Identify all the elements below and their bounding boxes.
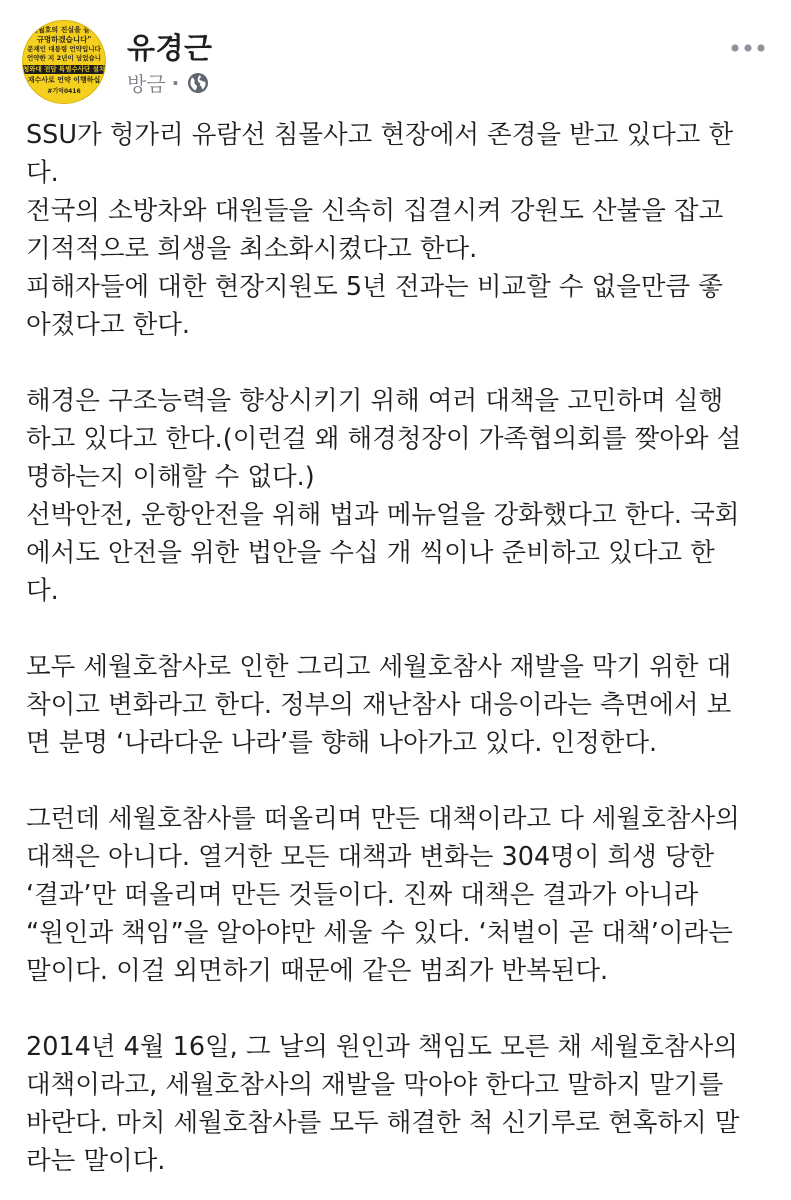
post-header [0,0,791,110]
body-line: 아졌다고 한다. [26,310,191,340]
body-line: 전국의 소방차와 대원들을 신속히 집결시켜 강원도 산불을 잡고 [26,196,724,226]
post-meta [127,68,209,97]
avatar-text-line: 세월호의 진실을 끝까 [31,26,97,34]
paragraph-spacer [26,762,774,800]
more-horizontal-icon[interactable] [726,36,770,60]
avatar-text-line: 청와대 전담 특별수사단 설치 [23,65,106,73]
body-line: ‘결과’만 떠올리며 만든 것들이다. 진짜 대책은 결과가 아니라 [26,880,699,910]
body-line: 대책은 아니다. 열거한 모든 대책과 변화는 304명이 희생 당한 [26,842,715,872]
body-line: 모두 세월호참사로 인한 그리고 세월호참사 재발을 막기 위한 대 [26,652,732,682]
body-line: 바란다. 마치 세월호참사를 모두 해결한 척 신기루로 현혹하지 말 [26,1108,740,1138]
avatar-text-line: #기억0416 [47,88,81,95]
paragraph-spacer [26,344,774,382]
body-line: 라는 말이다. [26,1146,166,1176]
body-line: 착이고 변화라고 한다. 정부의 재난참사 대응이라는 측면에서 보 [26,690,732,720]
paragraph [26,1028,774,1180]
body-line: 말이다. 이걸 외면하기 때문에 같은 범죄가 반복된다. [26,956,609,986]
body-line: 에서도 안전을 위한 법안을 수십 개 씩이나 준비하고 있다고 한 [26,538,715,568]
post-timestamp[interactable]: 방금 [127,72,166,96]
paragraph [26,648,774,762]
paragraph-spacer [26,990,774,1028]
paragraph [26,382,774,610]
avatar-text-line: 재수사로 언약 이행하십 [27,76,101,84]
body-line: 선박안전, 운항안전을 위해 법과 메뉴얼을 강화했다고 한다. 국회 [26,500,740,530]
author-name[interactable]: 유경근 [127,31,213,65]
paragraph [26,800,774,990]
globe-icon[interactable] [187,72,209,94]
body-line: 면 분명 ‘나라다운 나라’를 향해 나아가고 있다. 인정한다. [26,728,658,758]
body-line: 피해자들에 대한 현장지원도 5년 전과는 비교할 수 없을만큼 좋 [26,272,723,302]
body-line: 그런데 세월호참사를 떠올리며 만든 대책이라고 다 세월호참사의 [26,804,740,834]
paragraph-spacer [26,610,774,648]
avatar-text-line: 언약한 지 2년이 넘었습니 [26,54,102,62]
avatar[interactable] [22,20,106,104]
avatar-text-line: 규명하겠습니다" [36,35,92,44]
avatar-text-line: 문재인 대통령 언약입니다 [27,45,101,53]
body-line: 하고 있다고 한다.(이런걸 왜 해경청장이 가족협의회를 짲아와 설 [26,424,742,454]
body-line: 2014년 4월 16일, 그 날의 원인과 책임도 모른 채 세월호참사의 [26,1032,738,1062]
meta-separator: · [171,70,180,95]
paragraph [26,116,774,344]
body-line: 해경은 구조능력을 향상시키기 위해 여러 대책을 고민하며 실행 [26,386,724,416]
body-line: 다. [26,158,59,188]
body-line: 대책이라고, 세월호참사의 재발을 막아야 한다고 말하지 말기를 [26,1070,724,1100]
body-line: 기적적으로 희생을 최소화시켰다고 한다. [26,234,478,264]
body-line: “원인과 책임”을 알아야만 세울 수 있다. ‘처벌이 곧 대책’이라는 [26,918,733,948]
body-line: SSU가 헝가리 유람선 침몰사고 현장에서 존경을 받고 있다고 한 [26,120,734,150]
body-line: 명하는지 이해할 수 없다.) [26,462,315,492]
post-body [26,116,774,1180]
body-line: 다. [26,576,59,606]
